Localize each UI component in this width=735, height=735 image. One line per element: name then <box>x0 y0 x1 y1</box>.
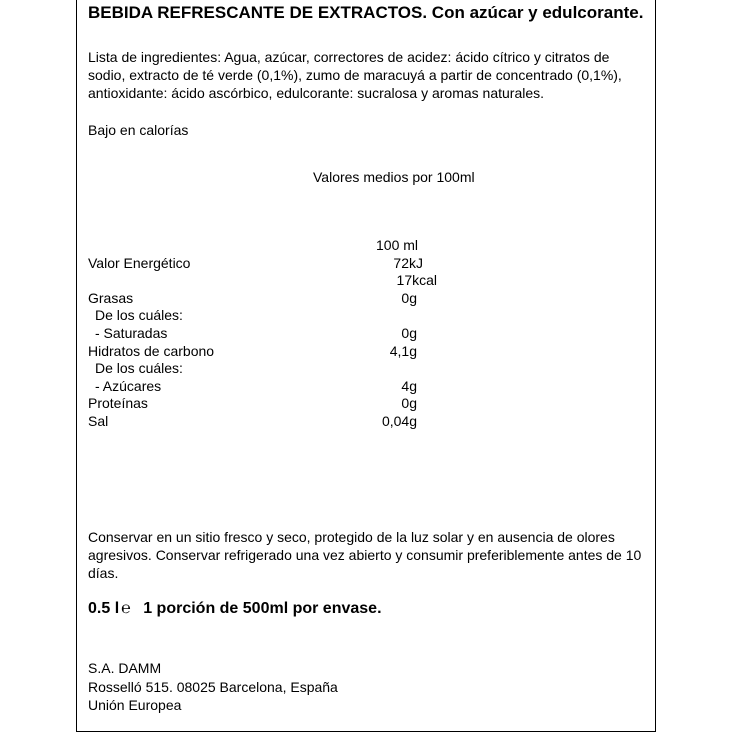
product-title: BEBIDA REFRESCANTE DE EXTRACTOS. Con azúcar y edulcorante. <box>88 3 644 22</box>
nutrition-value-energy-kcal: 17kcal <box>396 272 437 288</box>
company-region: Unión Europea <box>88 697 182 713</box>
nutrition-label-saturates: - Saturadas <box>95 325 168 341</box>
nutrition-value-carbohydrates: 4,1g <box>389 343 417 359</box>
nutrition-label-carbohydrates: Hidratos de carbono <box>88 343 215 359</box>
storage-instructions: Conservar en un sitio fresco y seco, protegido de la luz solar y en ausencia de olores agresivos. Conservar refrigerado una vez abierto y consumir preferiblemente antes de 10 días. <box>88 529 642 581</box>
nutrition-value-protein: 0g <box>401 395 417 411</box>
volume-line <box>88 599 382 619</box>
company-name: S.A. DAMM <box>88 660 162 676</box>
nutrition-label-of-which-1: De los cuáles: <box>95 307 183 323</box>
nutrition-value-sugars: 4g <box>401 378 417 394</box>
nutrition-label-fat: Grasas <box>88 290 134 306</box>
volume-value: 0.5 l <box>88 600 120 617</box>
nutrition-label-energy: Valor Energético <box>88 255 191 271</box>
column-header: 100 ml <box>376 237 419 253</box>
nutrition-label-salt: Sal <box>88 413 109 429</box>
nutrition-value-fat: 0g <box>401 290 417 306</box>
nutrition-label-protein: Proteínas <box>88 395 148 411</box>
company-address: Rosselló 515. 08025 Barcelona, España <box>88 679 338 695</box>
nutrition-label-sugars: - Azúcares <box>95 378 162 394</box>
portion-info: 1 porción de 500ml por envase. <box>143 600 382 617</box>
nutrition-value-energy-kj: 72kJ <box>393 255 423 271</box>
table-heading: Valores medios por 100ml <box>313 169 475 185</box>
low-calorie-claim: Bajo en calorías <box>88 122 189 138</box>
ingredients-list: Lista de ingredientes: Agua, azúcar, correctores de acidez: ácido cítrico y citratos de sodio, extracto de té verde (0,1%), zumo de maracuyá a partir de concentrado (0,1%), antioxidante: ácido ascórbico, edulcorante: sucralosa y aromas naturales. <box>88 49 622 101</box>
nutrition-value-saturates: 0g <box>401 325 417 341</box>
estimated-sign-icon: ℮ <box>121 600 131 617</box>
nutrition-label-of-which-2: De los cuáles: <box>95 360 183 376</box>
nutrition-value-salt: 0,04g <box>381 413 417 429</box>
